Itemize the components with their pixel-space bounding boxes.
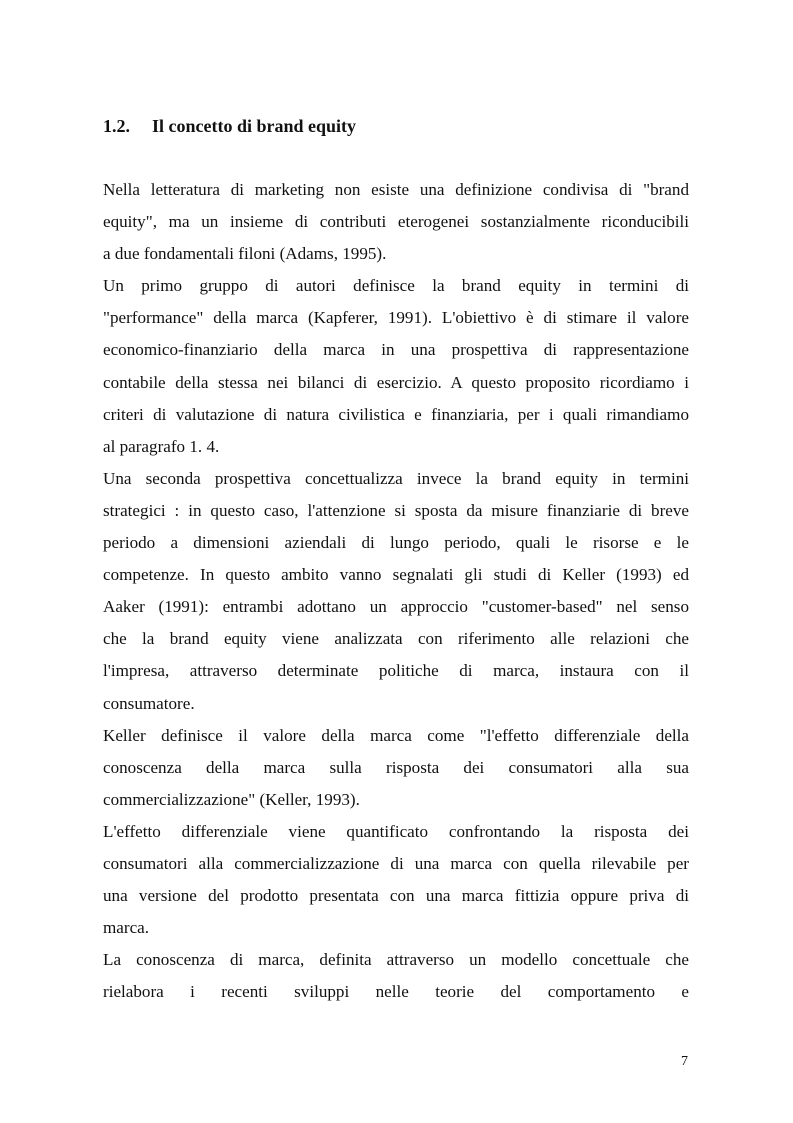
- text-line: rielabora i recenti sviluppi nelle teorie del comportamento e: [103, 982, 689, 1002]
- text-line: Nella letteratura di marketing non esiste una definizione condivisa di "brand: [103, 180, 689, 199]
- text-line: equity", ma un insieme di contributi eterogenei sostanzialmente riconducibili: [103, 212, 689, 232]
- text-line: economico-finanziario della marca in una prospettiva di rappresentazione: [103, 340, 689, 360]
- text-line: una versione del prodotto presentata con una marca fittizia oppure priva di: [103, 886, 689, 906]
- page-number: 7: [681, 1054, 688, 1069]
- text-line: l'impresa, attraverso determinate politiche di marca, instaura con il: [103, 661, 689, 681]
- body-text: [103, 174, 689, 1008]
- text-line: periodo a dimensioni aziendali di lungo periodo, quali le risorse e le: [103, 533, 689, 553]
- text-line: consumatore.: [103, 693, 195, 713]
- text-line: che la brand equity viene analizzata con riferimento alle relazioni che: [103, 629, 689, 649]
- text-line: criteri di valutazione di natura civilistica e finanziaria, per i quali rimandiamo: [103, 404, 689, 424]
- text-line: Un primo gruppo di autori definisce la brand equity in termini di: [103, 276, 689, 296]
- text-line: marca.: [103, 918, 150, 938]
- text-line: Aaker (1991): entrambi adottano un approccio "customer-based" nel senso: [103, 597, 689, 617]
- section-number: 1.2.: [103, 116, 130, 136]
- text-line: consumatori alla commercializzazione di una marca con quella rilevabile per: [103, 853, 689, 873]
- text-line: strategici : in questo caso, l'attenzione si sposta da misure finanziarie di breve: [103, 500, 689, 520]
- text-line: L'effetto differenziale viene quantificato confrontando la risposta dei: [103, 821, 689, 841]
- text-line: contabile della stessa nei bilanci di esercizio. A questo proposito ricordiamo i: [103, 372, 689, 392]
- text-line: Una seconda prospettiva concettualizza invece la brand equity in termini: [103, 468, 689, 488]
- text-line: competenze. In questo ambito vanno segnalati gli studi di Keller (1993) ed: [103, 565, 689, 585]
- text-line: Keller definisce il valore della marca come "l'effetto differenziale della: [103, 725, 689, 745]
- text-line: al paragrafo 1. 4.: [103, 436, 220, 456]
- text-line: commercializzazione" (Keller, 1993).: [103, 789, 360, 809]
- text-line: conoscenza della marca sulla risposta dei consumatori alla sua: [103, 757, 689, 777]
- text-line: La conoscenza di marca, definita attraverso un modello concettuale che: [103, 950, 689, 970]
- text-line: a due fondamentali filoni (Adams, 1995).: [103, 244, 387, 264]
- section-title: Il concetto di brand equity: [152, 116, 357, 136]
- section-heading: [103, 114, 356, 138]
- text-line: "performance" della marca (Kapferer, 1991). L'obiettivo è di stimare il valore: [103, 308, 689, 328]
